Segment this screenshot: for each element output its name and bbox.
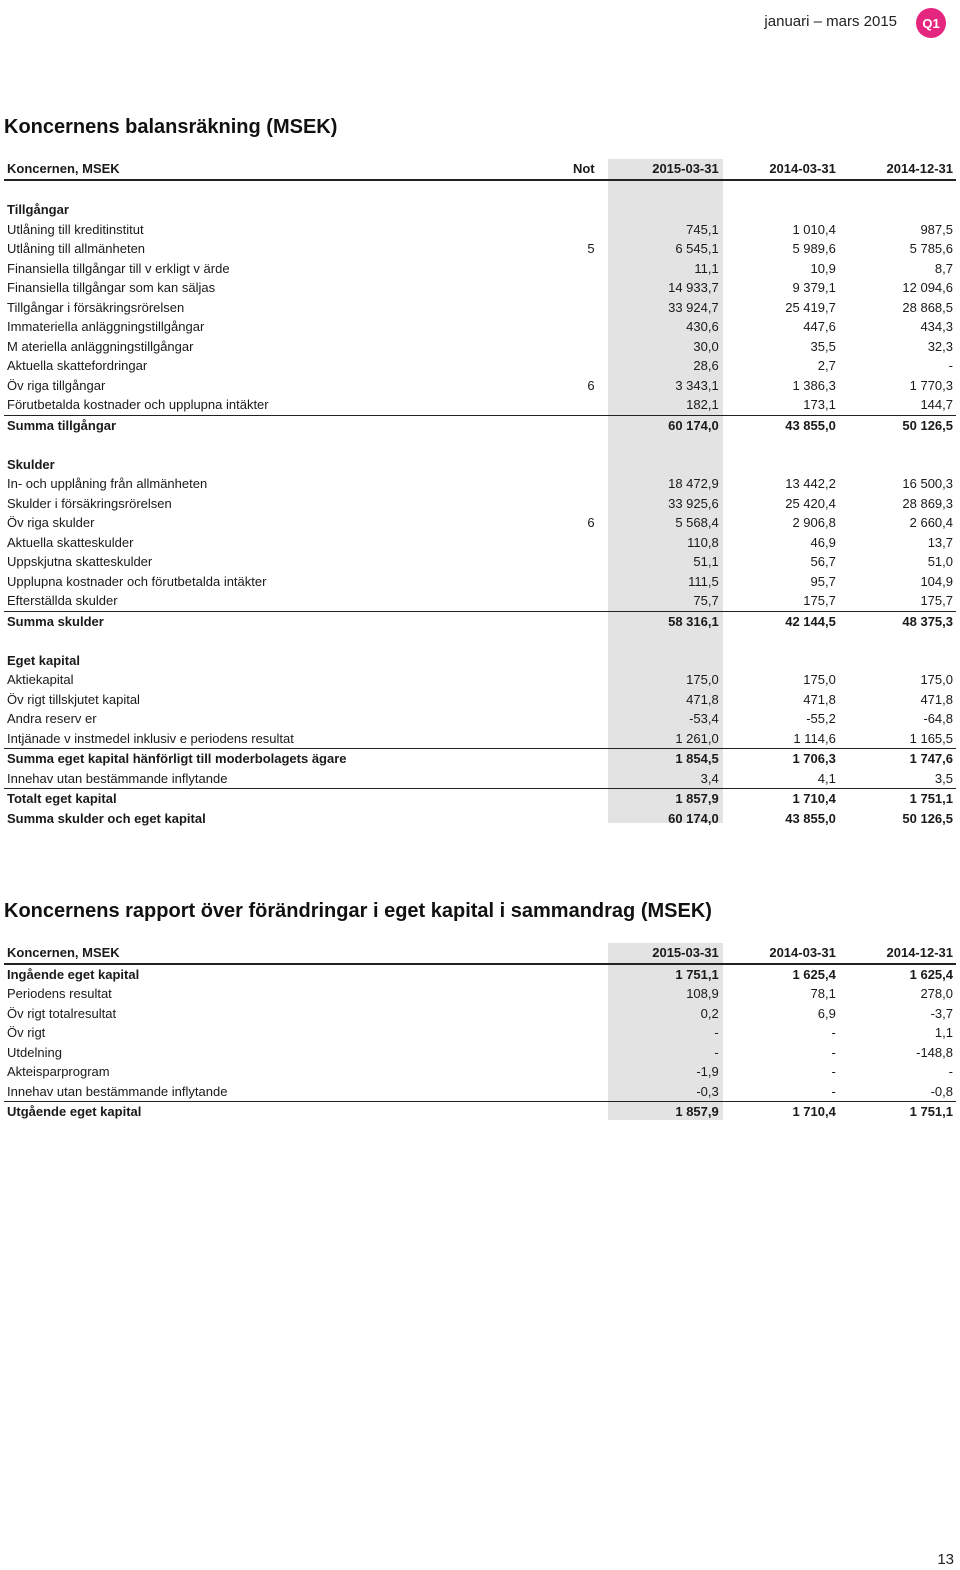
group-heading: Eget kapital xyxy=(7,652,80,668)
value-cell: 51,1 xyxy=(693,554,719,569)
value-cell: 1 010,4 xyxy=(792,221,836,237)
value-cell: 175,0 xyxy=(686,672,719,687)
value-cell: 8,7 xyxy=(934,260,953,276)
row-label: Tillgångar i försäkringsrörelsen xyxy=(7,299,185,315)
table-row xyxy=(4,709,956,729)
value-cell: 13 442,2 xyxy=(785,476,836,491)
value-cell: - xyxy=(714,1025,719,1040)
row-label: Aktuella skatteskulder xyxy=(7,534,134,550)
equity-changes-table xyxy=(4,943,956,1122)
row-label: Utlåning till kreditinstitut xyxy=(7,221,144,237)
total-row xyxy=(4,1102,956,1122)
note-ref xyxy=(553,749,605,769)
note-ref xyxy=(553,690,605,710)
value-cell: - xyxy=(831,1044,836,1060)
row-label: M ateriella anläggningstillgångar xyxy=(7,338,194,354)
row-label: Andra reserv er xyxy=(7,711,97,726)
table-row xyxy=(4,591,956,611)
value-cell: 1 770,3 xyxy=(909,377,953,393)
group-heading-row xyxy=(4,455,956,475)
table-row xyxy=(4,1082,956,1102)
value-cell: 50 126,5 xyxy=(902,810,953,826)
table-row xyxy=(4,572,956,592)
row-label: Öv rigt totalresultat xyxy=(7,1005,117,1021)
value-cell: 75,7 xyxy=(693,593,719,608)
note-ref xyxy=(553,474,605,494)
table-row xyxy=(4,278,956,298)
note-ref: 6 xyxy=(587,515,595,530)
value-cell: -55,2 xyxy=(806,711,836,726)
spacer-cell xyxy=(4,435,956,455)
value-cell: 51,0 xyxy=(927,554,953,569)
column-header-2014-03-31: 2014-03-31 xyxy=(722,159,839,180)
row-label: Summa skulder och eget kapital xyxy=(7,810,206,826)
balance-sheet-title: Koncernens balansräkning (MSEK) xyxy=(4,116,338,138)
balance-header-row xyxy=(4,159,956,180)
value-cell: 42 144,5 xyxy=(722,611,839,631)
note-ref xyxy=(553,533,605,553)
note-ref xyxy=(553,729,605,749)
row-label: Innehav utan bestämmande inflytande xyxy=(7,770,228,786)
spacer-row xyxy=(4,435,956,455)
value-cell: -0,3 xyxy=(696,1083,719,1099)
note-ref xyxy=(553,494,605,514)
group-heading-row xyxy=(4,651,956,671)
value-cell: 9 379,1 xyxy=(792,280,836,295)
value-cell: 1 710,4 xyxy=(722,1102,839,1122)
value-cell: 35,5 xyxy=(810,338,836,354)
value-cell: 471,8 xyxy=(920,691,953,707)
value-cell: 745,1 xyxy=(686,221,719,237)
value-cell: 2 660,4 xyxy=(909,515,953,530)
note-ref xyxy=(553,769,605,789)
balance-sheet-table xyxy=(4,159,956,828)
table-row xyxy=(4,1043,956,1063)
row-label: Upplupna kostnader och förutbetalda intäkter xyxy=(7,573,267,589)
row-label: Immateriella anläggningstillgångar xyxy=(7,319,205,334)
value-cell: - xyxy=(831,1025,836,1040)
value-cell: - xyxy=(948,1064,953,1079)
value-cell: 28 869,3 xyxy=(902,495,953,511)
row-label: Aktuella skattefordringar xyxy=(7,358,148,373)
value-cell: 78,1 xyxy=(810,986,836,1001)
value-cell: 987,5 xyxy=(920,221,953,237)
value-cell: 6 545,1 xyxy=(675,241,719,256)
value-cell: 60 174,0 xyxy=(668,810,719,826)
value-cell: 16 500,3 xyxy=(902,476,953,491)
value-cell: 1 751,1 xyxy=(839,789,956,809)
note-ref xyxy=(553,572,605,592)
value-cell: 1 751,1 xyxy=(675,966,719,982)
table-row xyxy=(4,356,956,376)
row-label: Öv riga skulder xyxy=(7,515,95,530)
balance-sheet xyxy=(4,159,956,828)
value-cell: 108,9 xyxy=(686,986,719,1001)
row-label: Summa skulder xyxy=(4,611,553,631)
total-row xyxy=(4,611,956,631)
column-header-2014-12-31: 2014-12-31 xyxy=(839,159,956,180)
note-ref xyxy=(553,809,605,829)
value-cell: 471,8 xyxy=(686,691,719,707)
note-ref xyxy=(553,611,605,631)
note-ref xyxy=(553,220,605,240)
value-cell: -1,9 xyxy=(696,1064,719,1079)
value-cell: 2,7 xyxy=(817,358,836,373)
value-cell: 110,8 xyxy=(687,534,719,550)
value-cell: 10,9 xyxy=(810,260,836,276)
equity-changes-title: Koncernens rapport över förändringar i eget kapital i sammandrag (MSEK) xyxy=(4,900,712,922)
page-number: 13 xyxy=(937,1551,954,1568)
value-cell: 56,7 xyxy=(810,554,836,569)
value-cell: 5 568,4 xyxy=(675,515,719,530)
value-cell: 50 126,5 xyxy=(839,415,956,435)
value-cell: -64,8 xyxy=(923,711,953,726)
note-ref xyxy=(553,395,605,415)
value-cell: 43 855,0 xyxy=(722,415,839,435)
value-cell: 58 316,1 xyxy=(605,611,722,631)
value-cell: 111,5 xyxy=(688,573,719,589)
note-ref xyxy=(553,415,605,435)
row-label: Utgående eget kapital xyxy=(4,1102,605,1122)
value-cell: 25 420,4 xyxy=(785,495,836,511)
column-header-label: Koncernen, MSEK xyxy=(4,159,553,180)
total-row xyxy=(4,415,956,435)
table-row xyxy=(4,1023,956,1043)
row-label: Utlåning till allmänheten xyxy=(7,241,146,256)
note-ref xyxy=(553,298,605,318)
table-row xyxy=(4,395,956,415)
value-cell: 1 625,4 xyxy=(909,966,953,982)
value-cell: 33 925,6 xyxy=(668,495,719,511)
group-heading: Skulder xyxy=(7,456,55,472)
value-cell: 28 868,5 xyxy=(902,299,953,315)
spacer-cell xyxy=(4,631,956,651)
column-header-not: Not xyxy=(553,159,605,180)
note-ref xyxy=(553,278,605,298)
spacer-row xyxy=(4,180,956,201)
value-cell: 1 114,6 xyxy=(793,730,836,746)
column-header-2014-12-31: 2014-12-31 xyxy=(839,943,956,964)
value-cell: 471,8 xyxy=(803,691,836,707)
value-cell: 1 706,3 xyxy=(722,749,839,769)
value-cell: 14 933,7 xyxy=(668,280,719,295)
row-label: Öv riga tillgångar xyxy=(7,377,106,393)
value-cell: 175,7 xyxy=(920,593,953,608)
value-cell: - xyxy=(948,358,953,373)
report-period: januari – mars 2015 xyxy=(764,13,897,30)
row-label: Aktiekapital xyxy=(7,672,74,687)
table-row xyxy=(4,670,956,690)
row-label: Finansiella tillgångar till v erkligt v ärde xyxy=(7,260,230,276)
note-ref xyxy=(553,356,605,376)
value-cell: 33 924,7 xyxy=(668,299,719,315)
total-row xyxy=(4,749,956,769)
value-cell: - xyxy=(831,1064,836,1079)
row-label: In- och upplåning från allmänheten xyxy=(7,476,208,491)
row-label: Summa eget kapital hänförligt till moderbolagets ägare xyxy=(4,749,553,769)
note-ref xyxy=(553,709,605,729)
value-cell: 434,3 xyxy=(920,319,953,334)
value-cell: 95,7 xyxy=(810,573,836,589)
column-header-label: Koncernen, MSEK xyxy=(4,943,605,964)
value-cell: 48 375,3 xyxy=(839,611,956,631)
column-header-2015-03-31: 2015-03-31 xyxy=(605,943,722,964)
value-cell: 0,2 xyxy=(700,1005,719,1021)
value-cell: 1 165,5 xyxy=(909,730,953,746)
table-row xyxy=(4,376,956,396)
value-cell: -0,8 xyxy=(930,1083,953,1099)
value-cell: 1,1 xyxy=(934,1025,953,1040)
value-cell: 43 855,0 xyxy=(785,810,836,826)
value-cell: 1 857,9 xyxy=(605,789,722,809)
value-cell: -148,8 xyxy=(916,1044,953,1060)
value-cell: - xyxy=(714,1044,719,1060)
value-cell: 28,6 xyxy=(693,358,719,373)
table-row xyxy=(4,239,956,259)
value-cell: - xyxy=(831,1083,836,1099)
value-cell: 3 343,1 xyxy=(675,377,719,393)
equity-header-row xyxy=(4,943,956,964)
spacer-row xyxy=(4,631,956,651)
value-cell: 3,5 xyxy=(934,770,953,786)
value-cell: 1 854,5 xyxy=(605,749,722,769)
spacer-cell xyxy=(4,180,956,201)
note-ref: 5 xyxy=(587,241,595,256)
note-ref xyxy=(553,789,605,809)
note-ref: 6 xyxy=(587,377,595,393)
table-row xyxy=(4,552,956,572)
table-row xyxy=(4,533,956,553)
value-cell: 447,6 xyxy=(803,319,836,334)
quarter-badge: Q1 xyxy=(916,8,946,38)
value-cell: 1 261,0 xyxy=(675,730,719,746)
value-cell: -53,4 xyxy=(689,711,719,726)
value-cell: 104,9 xyxy=(920,573,953,589)
table-row xyxy=(4,809,956,829)
note-ref xyxy=(553,337,605,357)
value-cell: 173,1 xyxy=(803,397,836,412)
table-row xyxy=(4,964,956,985)
value-cell: 430,6 xyxy=(686,319,719,334)
value-cell: 5 785,6 xyxy=(909,241,953,256)
table-row xyxy=(4,337,956,357)
note-ref xyxy=(553,552,605,572)
value-cell: 175,0 xyxy=(920,672,953,687)
row-label: Totalt eget kapital xyxy=(4,789,553,809)
value-cell: 144,7 xyxy=(920,397,953,412)
value-cell: 12 094,6 xyxy=(902,280,953,295)
row-label: Akteisparprogram xyxy=(7,1064,110,1079)
table-row xyxy=(4,729,956,749)
value-cell: 1 857,9 xyxy=(605,1102,722,1122)
row-label: Förutbetalda kostnader och upplupna intäkter xyxy=(7,397,269,412)
equity-changes xyxy=(4,943,956,1122)
column-header-2015-03-31: 2015-03-31 xyxy=(605,159,722,180)
note-ref xyxy=(553,259,605,279)
value-cell: 30,0 xyxy=(693,338,719,354)
table-row xyxy=(4,984,956,1004)
row-label: Skulder i försäkringsrörelsen xyxy=(7,495,172,511)
value-cell: 32,3 xyxy=(927,338,953,354)
group-heading: Tillgångar xyxy=(7,202,69,217)
row-label: Summa tillgångar xyxy=(4,415,553,435)
group-heading-row xyxy=(4,200,956,220)
row-label: Intjänade v instmedel inklusiv e periodens resultat xyxy=(7,730,294,746)
value-cell: 60 174,0 xyxy=(605,415,722,435)
value-cell: 13,7 xyxy=(927,534,953,550)
row-label: Öv rigt xyxy=(7,1025,46,1040)
table-row xyxy=(4,474,956,494)
value-cell: 11,1 xyxy=(694,260,719,276)
row-label: Öv rigt tillskjutet kapital xyxy=(7,691,140,707)
value-cell: 1 386,3 xyxy=(792,377,836,393)
value-cell: 1 625,4 xyxy=(792,966,836,982)
table-row xyxy=(4,317,956,337)
note-ref xyxy=(553,317,605,337)
value-cell: 182,1 xyxy=(686,397,719,412)
column-header-2014-03-31: 2014-03-31 xyxy=(722,943,839,964)
table-row xyxy=(4,1062,956,1082)
table-row xyxy=(4,259,956,279)
value-cell: 6,9 xyxy=(817,1005,836,1021)
value-cell: 278,0 xyxy=(920,986,953,1001)
table-row xyxy=(4,513,956,533)
value-cell: 175,0 xyxy=(803,672,836,687)
row-label: Finansiella tillgångar som kan säljas xyxy=(7,280,216,295)
value-cell: 18 472,9 xyxy=(668,476,719,491)
value-cell: 2 906,8 xyxy=(792,515,836,530)
value-cell: 25 419,7 xyxy=(785,299,836,315)
note-ref xyxy=(553,670,605,690)
value-cell: 3,4 xyxy=(700,770,719,786)
table-row xyxy=(4,1004,956,1024)
table-row xyxy=(4,769,956,789)
table-row xyxy=(4,494,956,514)
value-cell: 1 751,1 xyxy=(839,1102,956,1122)
note-ref xyxy=(553,591,605,611)
row-label: Utdelning xyxy=(7,1044,62,1060)
value-cell: 5 989,6 xyxy=(792,241,836,256)
table-row xyxy=(4,298,956,318)
row-label: Efterställda skulder xyxy=(7,593,118,608)
table-row xyxy=(4,690,956,710)
table-row xyxy=(4,220,956,240)
value-cell: 175,7 xyxy=(803,593,836,608)
row-label: Innehav utan bestämmande inflytande xyxy=(7,1083,228,1099)
value-cell: 1 747,6 xyxy=(839,749,956,769)
value-cell: 4,1 xyxy=(817,770,836,786)
row-label: Periodens resultat xyxy=(7,986,112,1001)
value-cell: 46,9 xyxy=(810,534,836,550)
value-cell: 1 710,4 xyxy=(722,789,839,809)
row-label: Ingående eget kapital xyxy=(7,966,140,982)
total-row xyxy=(4,789,956,809)
value-cell: -3,7 xyxy=(930,1005,953,1021)
row-label: Uppskjutna skatteskulder xyxy=(7,554,153,569)
